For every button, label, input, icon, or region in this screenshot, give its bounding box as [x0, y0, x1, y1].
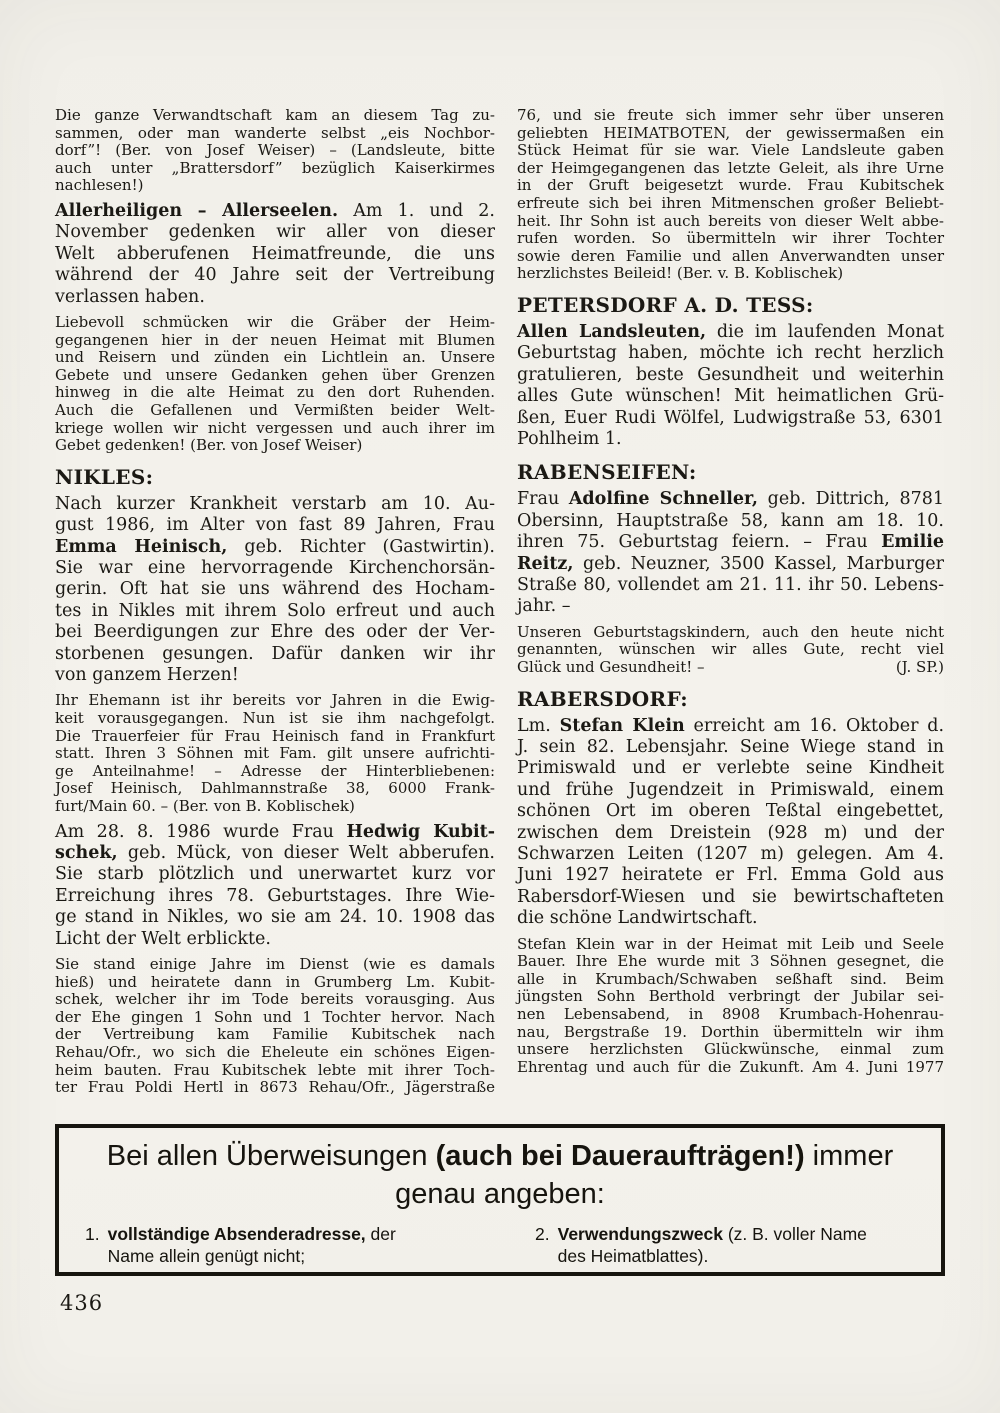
text-line: jüngsten Sohn Berthold verbringt der Jubilar sei-: [517, 987, 944, 1006]
text-line: November gedenken wir aller von dieser: [55, 222, 495, 243]
text-line: ge Anteilnahme! – Adresse der Hinterbliebenen:: [55, 761, 495, 780]
text-line: Emma Heinisch, geb. Richter (Gastwirtin).: [55, 536, 495, 557]
text-line: die schöne Landwirtschaft.: [517, 908, 758, 929]
text-line: ßen, Euer Rudi Wölfel, Ludwigstraße 53, 6301: [517, 407, 944, 428]
text-line: Unseren Geburtstagskindern, auch den heute nicht: [517, 622, 944, 641]
text-line: hieß) und heiratete dann in Grumberg Lm. Kubit-: [55, 972, 495, 991]
paragraph: [55, 956, 495, 1097]
text-line: Lm. Stefan Klein erreicht am 16. Oktober d.: [517, 715, 945, 736]
text-line: herzlichstes Beileid! (Ber. v. B. Koblischek): [517, 264, 844, 283]
text-line: hinweg in die alte Heimat zu den dort Ruhenden.: [55, 383, 495, 402]
text-line: von ganzem Herzen!: [55, 665, 239, 685]
text-line: Gebet gedenken! (Ber. von Josef Weiser): [55, 436, 363, 455]
text-line: erfreute sich bei ihren Mitmenschen großer Beliebt-: [517, 193, 944, 212]
notice-title-line2: genau angeben:: [395, 1178, 605, 1210]
text-line: sammen, oder man wanderte selbst „eis Nochbor-: [55, 123, 495, 142]
text-line: der Heimgegangenen das letzte Geleit, als ihre Urne: [517, 158, 944, 177]
paragraph: [517, 489, 944, 617]
text-line: Primiswald und er verlebte seine Kindheit: [517, 758, 944, 779]
text-line: der Vertreibung kam Familie Kubitschek nach: [55, 1025, 495, 1044]
text-line: Bauer. Ihre Ehe wurde mit 3 Söhnen gesegnet, die: [517, 952, 944, 971]
text-line: Juni 1927 heiratete er Frl. Emma Gold aus: [517, 865, 944, 886]
text-line: nen Lebensabend, in 8908 Krumbach-Hohenrau-: [517, 1005, 944, 1024]
text-line: Rabersdorf-Wiesen und sie bewirtschafteten: [517, 886, 944, 907]
paragraph: [517, 936, 944, 1077]
item-text-line: vollständige Absenderadresse, der: [107, 1224, 396, 1244]
section-heading: RABERSDORF:: [517, 686, 688, 711]
text-line: in der Gruft beigesetzt wurde. Frau Kubitschek: [517, 176, 944, 195]
paragraph: [55, 494, 495, 687]
text-line: alle in Krumbach/Schwaben seßhaft sind. Beim: [517, 969, 944, 988]
text-line: während der 40 Jahre seit der Vertreibung: [55, 265, 495, 286]
text-line: gegangenen hier in der neuen Heimat mit Blumen: [55, 330, 495, 349]
text-line: furt/Main 60. – (Ber. von B. Koblischek): [55, 796, 355, 815]
text-line: gratulieren, beste Gesundheit und weiterhin: [517, 364, 944, 385]
text-line: Die ganze Verwandtschaft kam an diesem Tag zu-: [55, 106, 495, 124]
text-line: jahr. –: [517, 596, 571, 617]
text-line: Welt abberufenen Heimatfreunde, die uns: [55, 243, 495, 264]
text-line: keit vorausgegangen. Nun ist sie ihm nachgefolgt.: [55, 709, 495, 727]
text-line: 76, und sie freute sich immer sehr über unseren: [517, 106, 944, 124]
text-line: dorf”! (Ber. von Josef Weiser) – (Landsleute, bitte: [55, 141, 495, 160]
paragraph: [517, 322, 944, 450]
text-line: Am 28. 8. 1986 wurde Frau Hedwig Kubit-: [55, 821, 496, 842]
text-line: Ehrentag und auch für die Zukunft. Am 4. Juni 1977: [517, 1057, 944, 1076]
item-text: [558, 1223, 867, 1267]
text-line: heit. Ihr Sohn ist auch bereits von dieser Welt abbe-: [517, 211, 944, 230]
text-line: geliebten HEIMATBOTEN, der gewissermaßen ein: [517, 123, 944, 142]
text-line: Allen Landsleuten, die im laufenden Monat: [517, 321, 944, 342]
text-line: kriege wollen wir nicht vergessen und auch ihrer im: [55, 418, 495, 437]
text-line: Licht der Welt erblickte.: [55, 928, 271, 949]
item-text-line: des Heimatblattes).: [557, 1246, 709, 1266]
paragraph: [55, 822, 495, 950]
text-line: Sie war eine hervorragende Kirchenchorsän-: [55, 557, 495, 578]
text-line: Stefan Klein war in der Heimat mit Leib und Seele: [517, 934, 944, 953]
text-line: Schwarzen Leiten (1207 m) gelegen. Am 4.: [517, 844, 944, 865]
column-right: [517, 107, 944, 1082]
item-text: [108, 1223, 396, 1267]
text-line: schek, geb. Mück, von dieser Welt abberufen.: [55, 842, 495, 863]
text-line: Reitz, geb. Neuzner, 3500 Kassel, Marburger: [517, 553, 944, 574]
text-line: Glück und Gesundheit! – (J. SP.): [517, 658, 944, 676]
paragraph: [55, 314, 495, 455]
text-line: und frühe Jugendzeit in Primiswald, einem: [517, 779, 944, 800]
text-line: ihren 75. Geburtstag feiern. – Frau Emilie: [517, 532, 944, 553]
text-line: bei Beerdigungen zur Ehre des oder der Ver-: [55, 622, 495, 643]
text-line: Liebevoll schmücken wir die Gräber der Heim-: [55, 313, 495, 331]
text-line: Sie starb plötzlich und unerwartet kurz vor: [55, 864, 495, 885]
text-line: heim bauten. Frau Kubitschek lebte mit ihrer Toch-: [55, 1060, 495, 1079]
notice-title-line1: Bei allen Überweisungen (auch bei Daueraufträgen!) immer: [106, 1140, 894, 1172]
section-heading: PETERSDORF A. D. TESS:: [517, 292, 814, 317]
item-number: 1.: [85, 1224, 100, 1244]
text-line: Straße 80, vollendet am 21. 11. ihr 50. Lebens-: [517, 575, 944, 595]
text-line: Sie stand einige Jahre im Dienst (wie es damals: [55, 955, 495, 973]
text-line: Erreichung ihres 78. Geburtstages. Ihre Wie-: [55, 885, 495, 906]
text-line: genannten, wünschen wir alles Gute, recht viel: [517, 640, 944, 659]
text-line: sowie deren Familie und allen Anverwandten unser: [517, 246, 944, 265]
item-text-line: Verwendungszweck (z. B. voller Name: [557, 1224, 867, 1244]
section-heading: NIKLES:: [55, 464, 154, 489]
text-line: Gebete und unsere Gedanken gehen über Grenzen: [55, 365, 495, 384]
paragraph: [55, 692, 495, 815]
text-line: gerin. Oft hat sie uns während des Hocham-: [55, 579, 495, 600]
text-line: verlassen haben.: [55, 286, 205, 307]
text-line: rufen worden. So übermitteln wir ihrer Tochter: [517, 229, 944, 248]
text-line: und Reisern und zünden ein Lichtlein an. Unsere: [55, 348, 495, 367]
text-line: Die Trauerfeier für Frau Heinisch fand in Frankfurt: [55, 726, 495, 745]
text-line: statt. Ihren 3 Söhnen mit Fam. gilt unsere aufrichti-: [55, 744, 495, 763]
text-line: ter Frau Poldi Hertl in 8673 Rehau/Ofr., Jägerstraße: [55, 1078, 495, 1097]
paragraph: [517, 107, 944, 283]
notice-box: [55, 1124, 945, 1276]
text-line: ge stand in Nikles, wo sie am 24. 10. 1908 das: [55, 907, 495, 928]
text-line: Stück Heimat für sie war. Viele Landsleute gaben: [517, 141, 944, 160]
notice-items: [59, 1223, 941, 1267]
text-line: Obersinn, Hauptstraße 58, kann am 18. 10.: [517, 510, 944, 531]
column-left: [55, 107, 495, 1103]
section-heading: RABENSEIFEN:: [517, 460, 697, 485]
text-line: auch unter „Brattersdorf” bezüglich Kaiserkirmes: [55, 158, 495, 177]
paragraph: [55, 201, 495, 308]
text-line: Rehau/Ofr., wo sich die Eheleute ein schönes Eigen-: [55, 1042, 495, 1061]
text-line: der Ehe gingen 1 Sohn und 1 Tochter hervor. Nach: [55, 1007, 495, 1026]
text-line: Auch die Gefallenen und Vermißten beider Welt-: [55, 400, 495, 419]
text-line: Ihr Ehemann ist ihr bereits vor Jahren in die Ewig-: [55, 691, 495, 710]
paragraph: [55, 107, 495, 195]
text-line: Geburtstag haben, möchte ich recht herzlich: [517, 343, 944, 364]
text-line: schek, welcher ihr im Tode bereits vorausging. Aus: [55, 990, 495, 1009]
notice-item-2: [501, 1223, 917, 1267]
paragraph: [517, 624, 944, 677]
text-line: tes in Nikles mit ihrem Solo erfreut und auch: [55, 600, 495, 621]
text-line: schönen Ort im oberen Teßtal eingebettet,: [517, 801, 944, 822]
text-line: Nach kurzer Krankheit verstarb am 10. Au-: [55, 493, 495, 514]
text-line: nau, Bergstraße 19. Dorthin übermitteln wir ihm: [517, 1022, 944, 1041]
paragraph: [517, 716, 944, 930]
item-number: 2.: [535, 1224, 550, 1244]
item-text-line: Name allein genügt nicht;: [107, 1246, 306, 1266]
text-line: Josef Heinisch, Dahlmannstraße 38, 6000 Frank-: [55, 779, 495, 798]
text-line: gust 1986, im Alter von fast 89 Jahren, Frau: [55, 515, 495, 536]
text-line: alles Gute wünschen! Mit heimatlichen Grü-: [517, 386, 944, 407]
text-line: storbenen gesungen. Dafür danken wir ihr: [55, 643, 495, 664]
text-line: zwischen dem Dreistein (928 m) und der: [517, 822, 944, 843]
text-line: J. sein 82. Lebensjahr. Seine Wiege stand in: [517, 737, 944, 757]
text-line: Allerheiligen – Allerseelen. Am 1. und 2.: [55, 200, 495, 221]
page-number: 436: [60, 1291, 104, 1315]
text-line: Pohlheim 1.: [517, 428, 622, 449]
text-line: Frau Adolfine Schneller, geb. Dittrich, 8781: [517, 489, 945, 510]
text-line: unsere herzlichsten Glückwünsche, einmal zum: [517, 1040, 944, 1059]
notice-item-1: [85, 1223, 501, 1267]
text-line: nachlesen!): [55, 176, 144, 195]
